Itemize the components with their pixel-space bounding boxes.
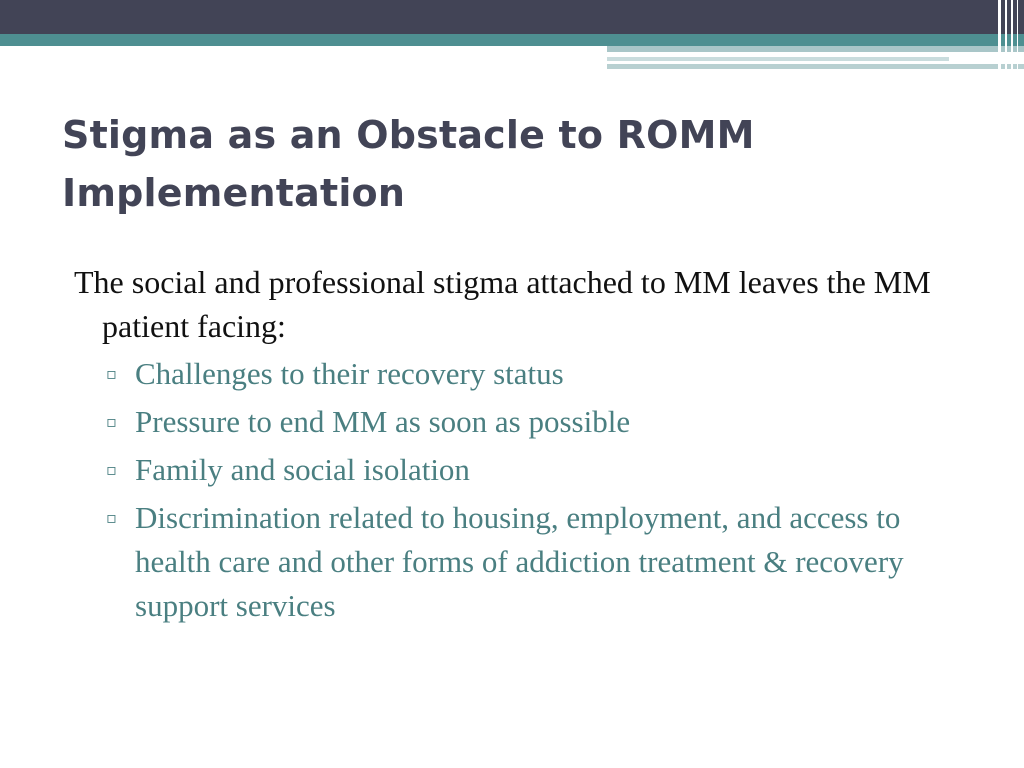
header-band-light (607, 46, 1024, 52)
header-band-teal (0, 34, 1024, 46)
bullet-item (106, 448, 954, 492)
header-band-light (607, 57, 949, 61)
bullet-item (106, 400, 954, 444)
square-bullet-icon: ▫ (106, 508, 117, 527)
slide-body (74, 260, 954, 632)
bullet-list (74, 352, 954, 628)
bullet-text: Pressure to end MM as soon as possible (135, 404, 631, 439)
header-divider-line (0, 46, 607, 49)
bullet-text: Family and social isolation (135, 452, 470, 487)
header-stripes (994, 0, 1024, 69)
bullet-text: Challenges to their recovery status (135, 356, 564, 391)
square-bullet-icon: ▫ (106, 412, 117, 431)
square-bullet-icon: ▫ (106, 364, 117, 383)
square-bullet-icon: ▫ (106, 460, 117, 479)
bullet-item (106, 352, 954, 396)
bullet-text: Discrimination related to housing, employment, and access to health care and other forms of addiction treatment & recovery support services (135, 500, 904, 623)
header-band-light (607, 64, 1024, 69)
header-band-dark (0, 0, 1024, 34)
slide-title: Stigma as an Obstacle to ROMM Implementation (62, 113, 755, 215)
bullet-item (106, 496, 954, 628)
lead-paragraph: The social and professional stigma attached to MM leaves the MM patient facing: (74, 264, 931, 344)
